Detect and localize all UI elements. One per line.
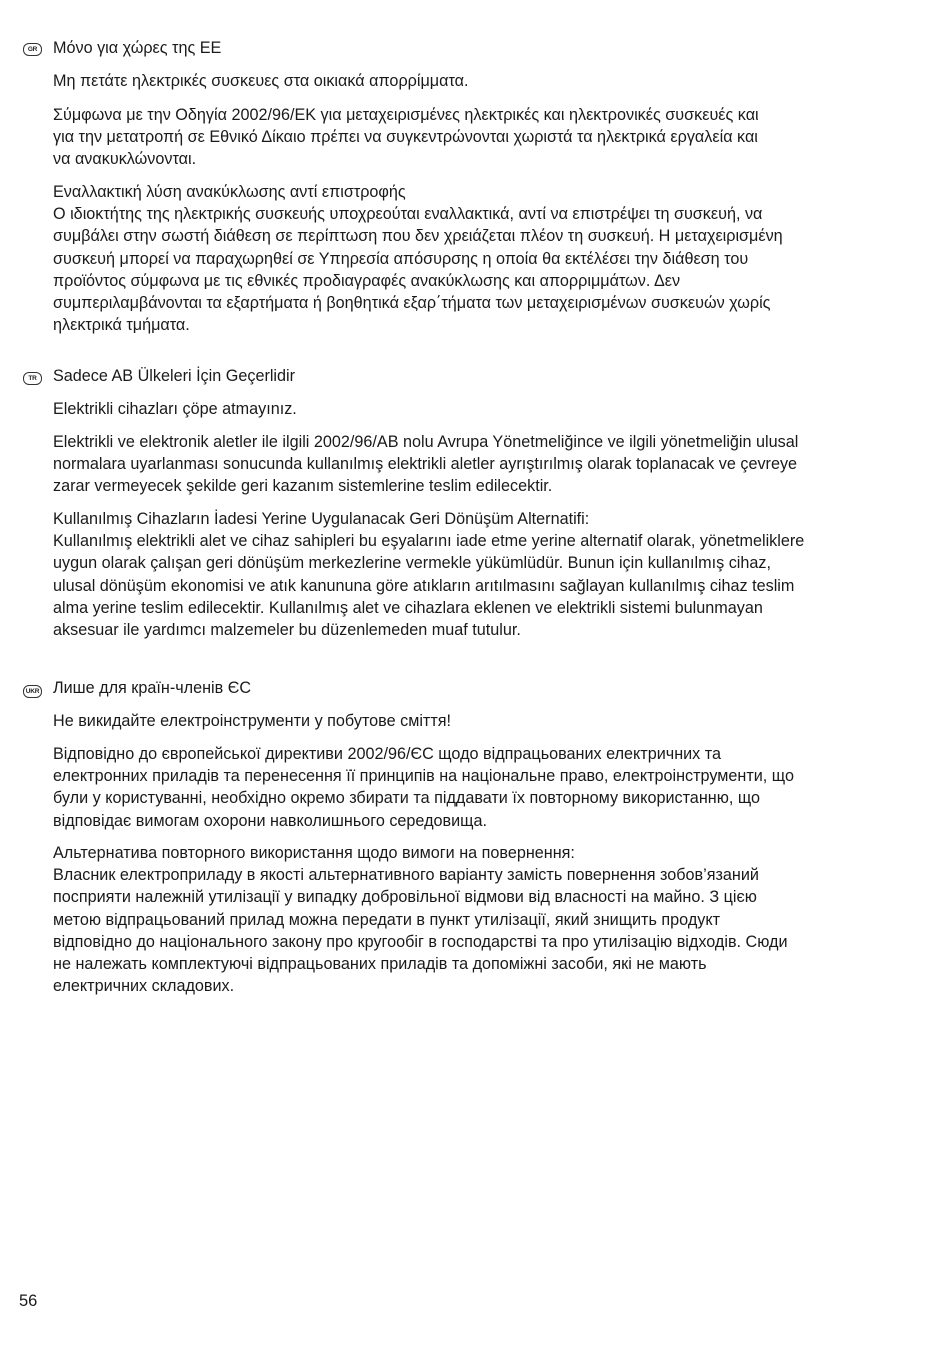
page-number: 56 bbox=[19, 1292, 38, 1310]
paragraph-directive-ukr bbox=[53, 743, 923, 832]
paragraph-recycling-gr bbox=[53, 181, 923, 336]
section-title-gr: Μόνο για χώρες της ΕΕ bbox=[53, 39, 222, 57]
text-line: συμβάλει στην σωστή διάθεση σε περίπτωση που δεν χρειάζεται πλέον τη συσκευή. Η μεταχειρισμένη bbox=[53, 227, 783, 246]
text-line: ηλεκτρικά τμήματα. bbox=[53, 316, 190, 335]
warning-text-gr: Μη πετάτε ηλεκτρικές συσκευες στα οικιακά απορρίμματα. bbox=[53, 72, 469, 90]
text-line: Kullanılmış elektrikli alet ve cihaz sahipleri bu eşyalarını iade etme yerine alternatif olarak, yönetmeliklere bbox=[53, 532, 805, 551]
section-title-ukr: Лише для країн-членів ЄС bbox=[53, 679, 252, 697]
paragraph-recycling-tr bbox=[53, 508, 923, 641]
text-line: відповідає вимогам охорони навколишнього середовища. bbox=[53, 811, 487, 830]
warning-text-ukr: Не викидайте електроінструменти у побутове сміття! bbox=[53, 712, 452, 730]
text-line: alma yerine teslim edilecektir. Kullanılmış alet ve cihazlara eklenen ve elektrikli sistemi bulunmayan bbox=[53, 598, 763, 617]
text-line: Σύμφωνα με την Οδηγία 2002/96/ΕΚ για μεταχειρισμένες ηλεκτρικές και ηλεκτρονικές συσκευές και bbox=[53, 106, 759, 124]
text-line: відповідно до національного закону про кругообіг в господарстві та про утилізацію відходів. Сюди bbox=[53, 932, 788, 951]
text-line: Εναλλακτική λύση ανακύκλωσης αντί επιστροφής bbox=[53, 183, 406, 201]
language-badge-tr: TR bbox=[23, 372, 42, 385]
paragraph-directive-tr bbox=[53, 431, 923, 498]
text-line: посприяти належній утилізації у випадку добровільної відмови від власності на майно. З цією bbox=[53, 888, 757, 907]
text-line: Ο ιδιοκτήτης της ηλεκτρικής συσκευής υποχρεούται εναλλακτικά, αντί να επιστρέψει τη συσκευή, να bbox=[53, 205, 763, 224]
text-line: Альтернатива повторного використання щодо вимоги на повернення: bbox=[53, 844, 575, 862]
text-line: електронних приладів та перенесення її принципів на національне право, електроінструменти, що bbox=[53, 767, 794, 786]
text-line: Відповідно до європейської директиви 2002/96/ЄС щодо відпрацьованих електричних та bbox=[53, 745, 722, 763]
text-line: να ανακυκλώνονται. bbox=[53, 150, 197, 169]
text-line: не належать комплектуючі відпрацьованих приладів та допоміжні засоби, які не мають bbox=[53, 955, 707, 974]
text-line: uygun olarak çalışan geri dönüşüm merkezlerine vermekle yükümlüdür. Bunun için kullanılmış cihaz, bbox=[53, 554, 771, 573]
text-line: Kullanılmış Cihazların İadesi Yerine Uygulanacak Geri Dönüşüm Alternatifi: bbox=[53, 510, 590, 528]
text-line: Elektrikli ve elektronik aletler ile ilgili 2002/96/AB nolu Avrupa Yönetmeliğince ve ilgili yönetmeliğin ulusal bbox=[53, 433, 799, 451]
text-line: συμπεριλαμβάνονται τα εξαρτήματα ή βοηθητικά εξαρ΄τήματα των μεταχειρισμένων συσκευών χωρίς bbox=[53, 294, 771, 313]
section-title-tr: Sadece AB Ülkeleri İçin Geçerlidir bbox=[53, 367, 296, 385]
text-line: aksesuar ile yardımcı malzemeler bu düzenlemeden muaf tutulur. bbox=[53, 621, 521, 640]
warning-text-tr: Elektrikli cihazları çöpe atmayınız. bbox=[53, 400, 297, 418]
text-line: zarar vermeyecek şekilde geri kazanım sistemlerine teslim edilecektir. bbox=[53, 477, 553, 496]
text-line: συσκευή μπορεί να παραχωρηθεί σε Υπηρεσία απόσυρσης η οποία θα εκτέλέσει την διάθεση του bbox=[53, 249, 749, 268]
text-line: για την μετατροπή σε Εθνικό Δίκαιο πρέπει να συγκεντρώνονται χωριστά τα ηλεκτρικά εργαλεία και bbox=[53, 128, 758, 147]
text-line: normalara uyarlanması sonucunda kullanılmış elektrikli aletler ayrıştırılmış olarak toplanacak ve çevreye bbox=[53, 455, 798, 474]
language-badge-gr: GR bbox=[23, 43, 42, 56]
text-line: Власник електроприладу в якості альтернативного варіанту замість повернення зобов’язаний bbox=[53, 866, 759, 885]
text-line: були у користуванні, необхідно окремо збирати та піддавати їх повторному використанню, що bbox=[53, 789, 760, 808]
language-badge-ukr: UKR bbox=[23, 685, 42, 698]
paragraph-directive-gr bbox=[53, 104, 923, 171]
text-line: προϊόντος σύμφωνα με τις εθνικές προδιαγραφές ανακύκλωσης και απορριμμάτων. Δεν bbox=[53, 271, 681, 290]
text-line: метою відпрацьований прилад можна передати в пункт утилізації, який знищить продукт bbox=[53, 910, 721, 929]
paragraph-recycling-ukr bbox=[53, 842, 923, 997]
text-line: ulusal dönüşüm ekonomisi ve atık kanununa göre atıkların arıtılmasını sağlayan kullanılmış cihaz teslim bbox=[53, 576, 795, 595]
text-line: електричних складових. bbox=[53, 977, 235, 996]
